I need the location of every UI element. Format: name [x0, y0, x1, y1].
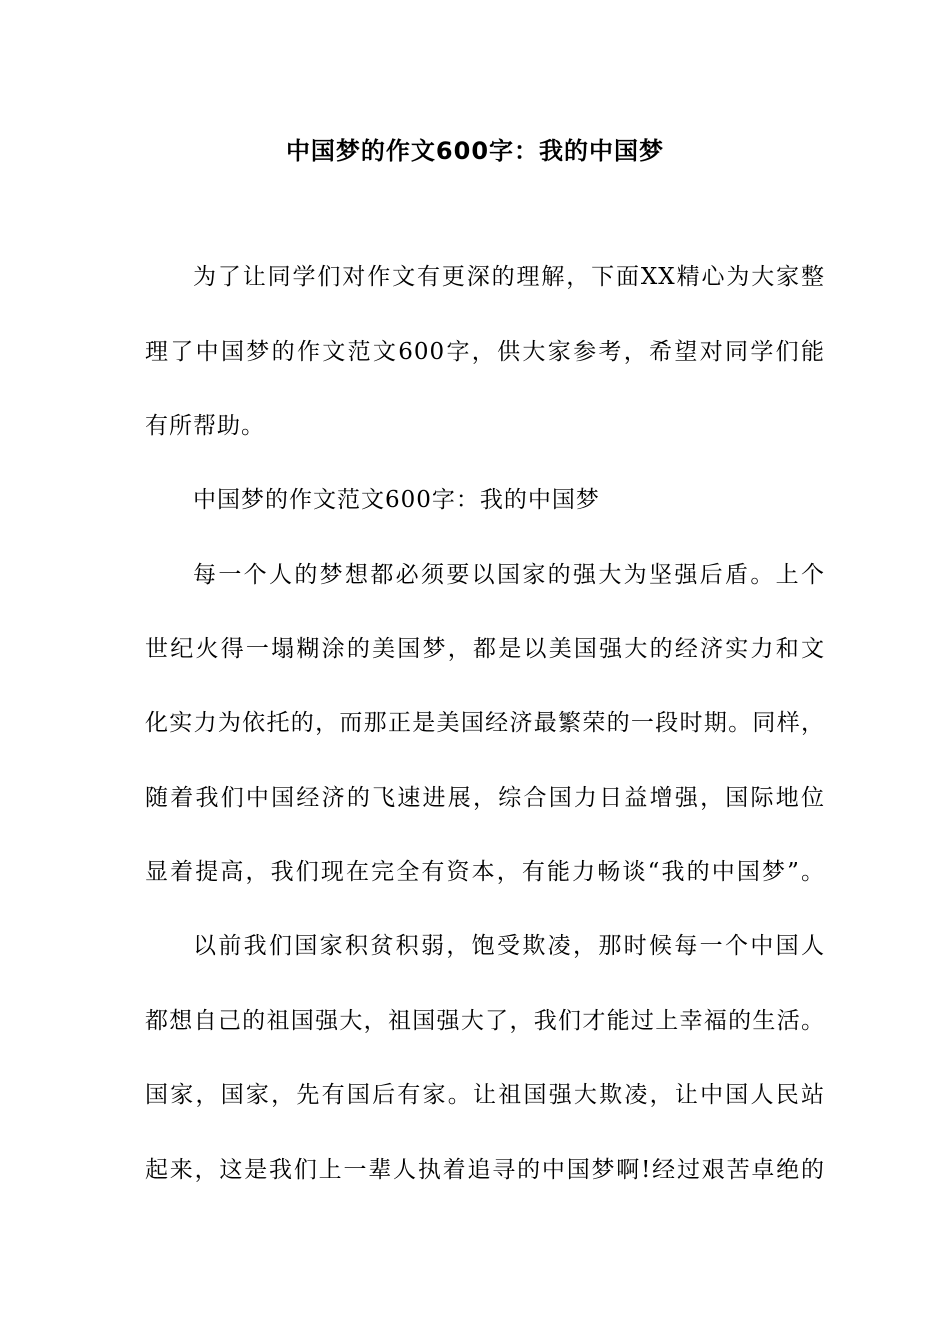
paragraph-line: 世纪火得一塌糊涂的美国梦，都是以美国强大的经济实力和文: [145, 636, 825, 662]
paragraph-line: 随着我们中国经济的飞速进展，综合国力日益增强，国际地位: [145, 785, 825, 811]
paragraph-line: 化实力为依托的，而那正是美国经济最繁荣的一段时期。同样，: [145, 710, 825, 736]
paragraph-line: 理了中国梦的作文范文600字，供大家参考，希望对同学们能: [145, 339, 825, 365]
paragraph-line: 国家，国家，先有国后有家。让祖国强大欺凌，让中国人民站: [145, 1082, 825, 1108]
paragraph-line: 以前我们国家积贫积弱，饱受欺凌，那时候每一个中国人: [193, 933, 825, 959]
document-title: 中国梦的作文600字：我的中国梦: [285, 137, 665, 165]
paragraph-line: 起来，这是我们上一辈人执着追寻的中国梦啊!经过艰苦卓绝的: [145, 1157, 825, 1183]
paragraph-line: 都想自己的祖国强大，祖国强大了，我们才能过上幸福的生活。: [145, 1008, 825, 1034]
paragraph-line: 显着提高，我们现在完全有资本，有能力畅谈“我的中国梦”。: [145, 859, 825, 885]
paragraph-line: 为了让同学们对作文有更深的理解，下面XX精心为大家整: [193, 264, 825, 290]
paragraph-line: 有所帮助。: [145, 413, 265, 439]
paragraph-line: 每一个人的梦想都必须要以国家的强大为坚强后盾。上个: [193, 562, 825, 588]
section-heading: 中国梦的作文范文600字：我的中国梦: [193, 487, 600, 513]
